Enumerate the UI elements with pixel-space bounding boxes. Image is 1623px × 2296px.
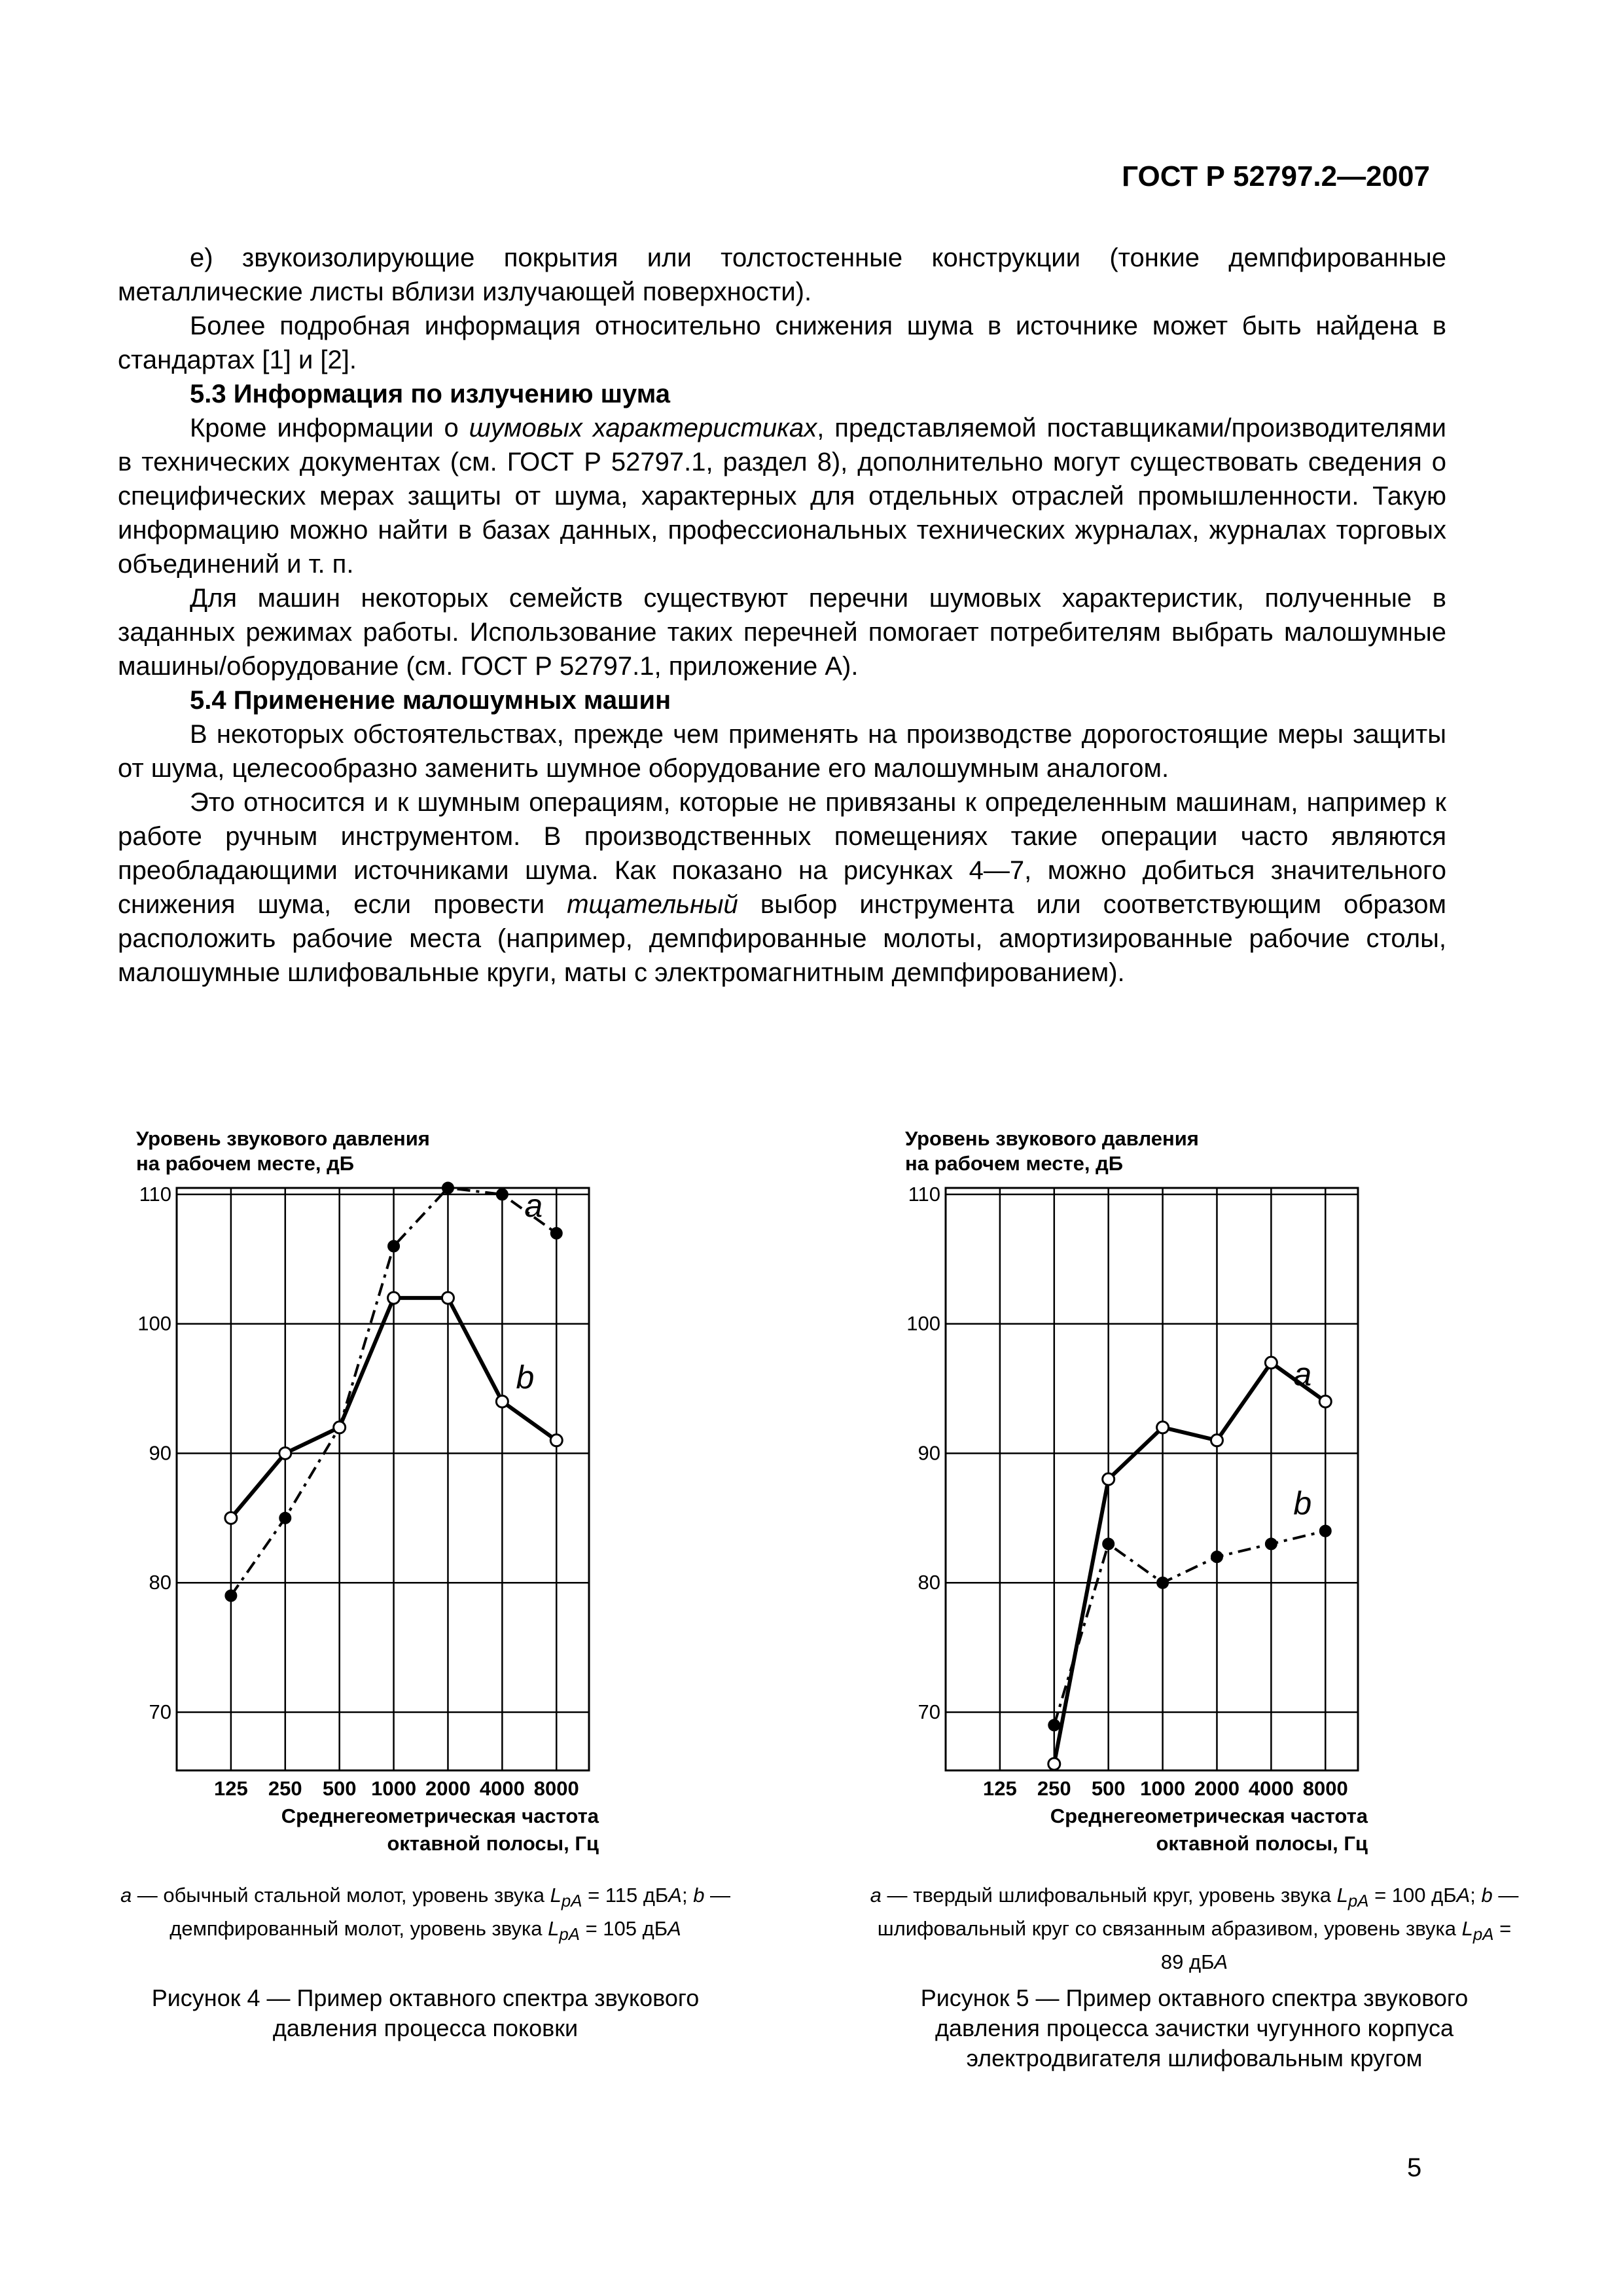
legend-unit-a: A — [1456, 1884, 1471, 1907]
paragraph-noise-info — [118, 411, 1446, 581]
data-point-b — [496, 1395, 508, 1407]
level-subscript: pA — [1347, 1892, 1369, 1911]
x-tick-label: 2000 — [425, 1777, 471, 1800]
data-point-b — [1158, 1577, 1168, 1588]
y-axis-label-line: на рабочем месте, дБ — [905, 1152, 1124, 1175]
figure-4-legend: a — обычный стальной молот, уровень звука $L_{pA} = 115$ дБA; b — демпфированный молот, уровень звука $L_{pA} = 105$ дБA — [120, 1884, 731, 1945]
y-axis-label-line: Уровень звукового давления — [905, 1127, 1199, 1150]
legend-value-b: = 89 дБ — [1160, 1917, 1512, 1974]
y-tick-label: 80 — [918, 1571, 940, 1594]
chart-figure-4 — [98, 1126, 753, 1855]
x-axis-label-line: октавной полосы, Гц — [1156, 1832, 1368, 1855]
y-tick-label: 90 — [149, 1441, 171, 1465]
data-point-b — [225, 1512, 237, 1524]
legend-value-a: = 100 дБ — [1368, 1884, 1457, 1907]
paragraph-more-info: Более подробная информация относительно снижения шума в источнике может быть найдена в стандартах [1] и [2]. — [118, 312, 1446, 374]
section-heading-5-3: 5.3 Информация по излучению шума — [190, 380, 671, 408]
data-point-b — [388, 1292, 400, 1304]
y-tick-label: 90 — [918, 1441, 940, 1465]
data-point-a — [551, 1228, 562, 1238]
legend-unit-b: A — [668, 1917, 681, 1941]
series-label-b: b — [516, 1359, 535, 1396]
figure-5-caption: Рисунок 5 — Пример октавного спектра звукового давления процесса зачистки чугунного корпуса электродвигателя шлифовальным кругом — [920, 1984, 1469, 2072]
data-point-b — [334, 1422, 346, 1433]
legend-text-a: — обычный стальной молот, уровень звука — [132, 1884, 550, 1907]
plot-frame — [946, 1188, 1358, 1770]
legend-unit-b: A — [1214, 1950, 1228, 1974]
data-point-a — [497, 1189, 507, 1200]
level-symbol: L — [1461, 1917, 1473, 1941]
legend-text-a: — твердый шлифовальный круг, уровень звука — [881, 1884, 1337, 1907]
body-text — [118, 241, 1446, 990]
data-point-b — [1266, 1539, 1276, 1549]
x-tick-label: 4000 — [479, 1777, 525, 1800]
y-axis-label — [905, 1127, 1199, 1175]
x-axis-label-line: Среднегеометрическая частота — [281, 1804, 599, 1827]
data-point-a — [1157, 1422, 1169, 1433]
data-point-b — [1320, 1526, 1330, 1536]
x-tick-label: 4000 — [1248, 1777, 1294, 1800]
data-point-b — [1211, 1552, 1222, 1562]
series-label-a: a — [1293, 1355, 1312, 1393]
legend-unit-a: A — [668, 1884, 682, 1907]
legend-key-a: a — [870, 1884, 882, 1907]
y-tick-label: 80 — [149, 1571, 171, 1594]
figure-5-legend: a — твердый шлифовальный круг, уровень звука $L_{pA} = 100$ дБA; b — шлифовальный круг со связанным абразивом, уровень звука $L_{pA} = 89$ дБA — [870, 1884, 1519, 1974]
x-tick-label: 8000 — [533, 1777, 579, 1800]
data-point-b — [550, 1435, 562, 1446]
series-label-b: b — [1293, 1485, 1312, 1522]
series-label-a: a — [524, 1187, 543, 1225]
paragraph-e: e) звукоизолирующие покрытия или толстостенные конструкции (тонкие демпфированные металлические листы вблизи излучающей поверхности). — [118, 243, 1446, 306]
section-heading-5-4: 5.4 Применение малошумных машин — [190, 686, 671, 715]
data-point-a — [442, 1183, 453, 1193]
x-axis-label — [1050, 1804, 1368, 1855]
y-tick-label: 110 — [908, 1182, 940, 1206]
level-subscript: pA — [559, 1926, 580, 1945]
x-tick-label: 250 — [268, 1777, 302, 1800]
level-symbol: L — [1336, 1884, 1348, 1907]
y-tick-label: 110 — [139, 1182, 171, 1206]
data-point-a — [280, 1513, 291, 1523]
level-subscript: pA — [561, 1892, 582, 1911]
text-run: Это относится и к шумным операциям, которые не привязаны к определенным машинам, например к работе ручным инструментом. В производственных помещениях такие операции часто являются преобладающими источниками шума. Как показано на рисунках 4—7, можно добиться значительного снижения шума, если провести — [118, 788, 1446, 919]
data-point-b — [1049, 1720, 1060, 1731]
data-point-b — [279, 1447, 291, 1459]
legend-value-a: = 115 дБ — [582, 1884, 669, 1907]
x-axis-label-line: октавной полосы, Гц — [387, 1832, 599, 1855]
italic-term: шумовых характеристиках — [469, 414, 817, 442]
level-symbol: L — [548, 1917, 560, 1941]
data-point-b — [442, 1292, 454, 1304]
text-run: выбор инструмента или соответствующим образом расположить рабочие места (например, демпфированные молоты, амортизированные рабочие столы, малошумные шлифовальные круги, маты с электромагнитным демпфированием). — [118, 890, 1446, 987]
legend-key-b: b — [1481, 1884, 1493, 1907]
data-point-a — [389, 1241, 399, 1251]
x-tick-label: 125 — [983, 1777, 1017, 1800]
x-axis-label-line: Среднегеометрическая частота — [1050, 1804, 1368, 1827]
text-run: Кроме информации о — [190, 414, 469, 442]
data-point-a — [1319, 1395, 1331, 1407]
x-tick-label: 1000 — [1140, 1777, 1186, 1800]
data-point-a — [1265, 1357, 1277, 1369]
y-tick-label: 70 — [149, 1700, 171, 1723]
legend-key-b: b — [693, 1884, 705, 1907]
series-line-a — [1054, 1363, 1325, 1764]
page-number: 5 — [1407, 2153, 1422, 2182]
x-tick-label: 2000 — [1194, 1777, 1240, 1800]
legend-text-b: — демпфированный молот, уровень звука — [169, 1884, 731, 1941]
x-tick-label: 500 — [1091, 1777, 1126, 1800]
y-tick-label: 100 — [906, 1312, 940, 1335]
figure-4-caption: Рисунок 4 — Пример октавного спектра звукового давления процесса поковки — [151, 1984, 700, 2041]
y-axis-label-line: на рабочем месте, дБ — [136, 1152, 355, 1175]
paragraph-machine-families: Для машин некоторых семейств существуют перечни шумовых характеристик, полученные в заданных режимах работы. Использование таких перечней помогает потребителям выбрать малошумные машины/оборудование (см. ГОСТ Р 52797.1, приложение А). — [118, 584, 1446, 681]
level-symbol: L — [550, 1884, 562, 1907]
text-run: , представляемой поставщиками/производителями в технических документах (см. ГОСТ Р 52797.1, раздел 8), дополнительно могут существовать сведения о специфических мерах защиты от шума, характерных для отдельных отраслей промышленности. Такую информацию можно найти в базах данных, профессиональных технических журналах, журналах торговых объединений и т. п. — [118, 414, 1446, 579]
y-tick-label: 70 — [918, 1700, 940, 1723]
y-tick-label: 100 — [137, 1312, 171, 1335]
x-tick-label: 250 — [1037, 1777, 1071, 1800]
data-point-a — [1048, 1758, 1060, 1770]
paragraph-operations — [118, 785, 1446, 990]
level-subscript: pA — [1472, 1926, 1494, 1945]
y-axis-label-line: Уровень звукового давления — [136, 1127, 430, 1150]
data-point-a — [226, 1590, 236, 1601]
data-point-a — [1211, 1435, 1222, 1446]
chart-figure-5 — [867, 1126, 1522, 1855]
y-axis-label — [136, 1127, 430, 1175]
x-tick-label: 125 — [214, 1777, 248, 1800]
legend-value-b: = 105 дБ — [579, 1917, 668, 1941]
legend-key-a: a — [120, 1884, 132, 1907]
legend-text-b: — шлифовальный круг со связанным абразивом, уровень звука — [877, 1884, 1519, 1941]
data-point-a — [1103, 1473, 1115, 1485]
x-tick-label: 1000 — [371, 1777, 417, 1800]
x-tick-label: 8000 — [1302, 1777, 1348, 1800]
document-header: ГОСТ Р 52797.2—2007 — [1122, 160, 1430, 192]
x-axis-label — [281, 1804, 599, 1855]
plot-frame — [177, 1188, 589, 1770]
paragraph-circumstances: В некоторых обстоятельствах, прежде чем применять на производстве дорогостоящие меры защиты от шума, целесообразно заменить шумное оборудование его малошумным аналогом. — [118, 720, 1446, 783]
italic-term: тщательный — [567, 890, 738, 919]
x-tick-label: 500 — [322, 1777, 357, 1800]
data-point-b — [1103, 1539, 1114, 1549]
